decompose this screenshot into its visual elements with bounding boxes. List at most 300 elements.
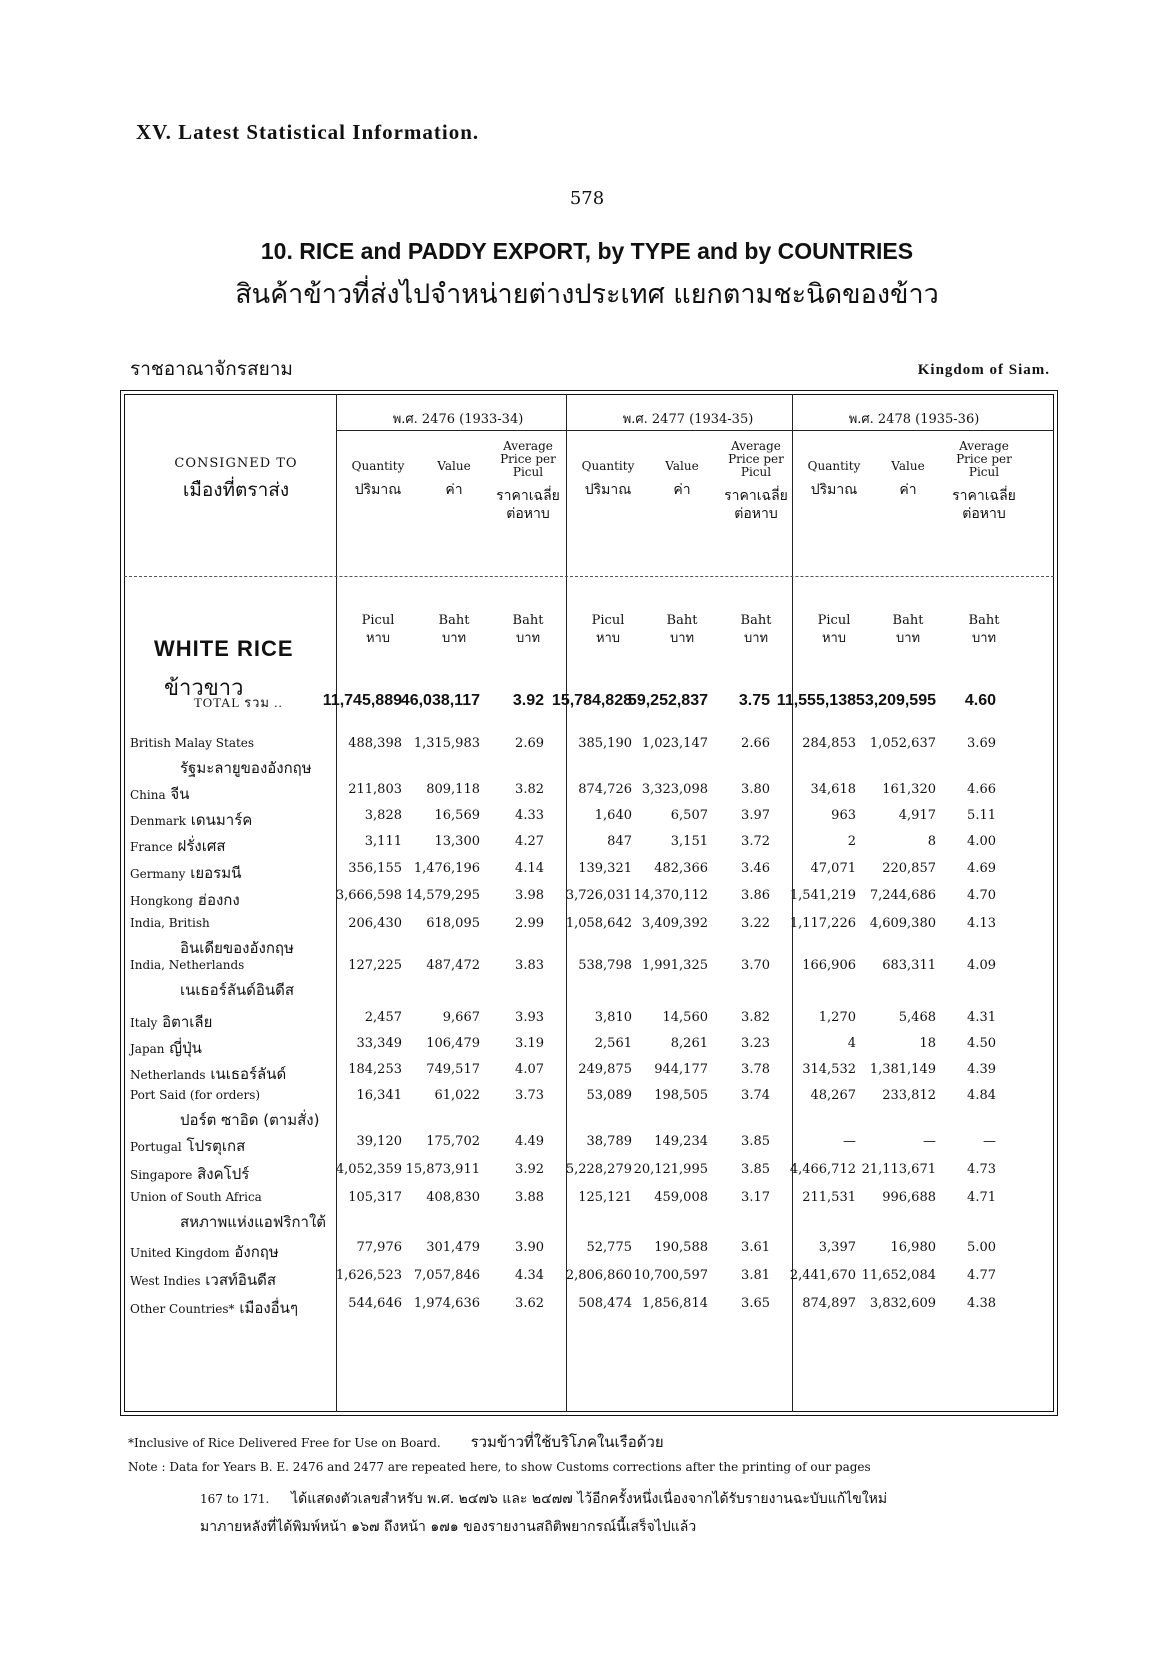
table-cell: 874,897 xyxy=(802,1296,856,1311)
table-cell: 184,253 xyxy=(348,1062,402,1077)
table-cell: 52,775 xyxy=(586,1240,632,1255)
country-name xyxy=(130,1268,276,1292)
country-name-thai: ฮ่องกง xyxy=(193,891,240,909)
country-name-thai: เดนมาร์ค xyxy=(186,811,253,829)
table-cell: 15,873,911 xyxy=(405,1162,480,1177)
table-cell: — xyxy=(843,1134,856,1149)
table-cell: 161,320 xyxy=(882,782,936,797)
table-cell: 8,261 xyxy=(670,1036,708,1051)
table-row xyxy=(124,736,1054,777)
table-cell: 14,370,112 xyxy=(633,888,708,903)
table-cell: 53,089 xyxy=(586,1088,632,1103)
table-cell: 21,113,671 xyxy=(861,1162,936,1177)
table-title-thai: สินค้าข้าวที่ส่งไปจำหน่ายต่างประเทศ แยกตามชะนิดของข้าว xyxy=(235,279,939,310)
table-cell: 1,117,226 xyxy=(789,916,856,931)
table-cell: 3,666,598 xyxy=(335,888,402,903)
value-header-thai: ค่า xyxy=(673,482,691,498)
kingdom-label-english: Kingdom of Siam. xyxy=(917,362,1050,378)
table-cell: 3.82 xyxy=(741,1010,770,1025)
country-name xyxy=(130,1062,286,1086)
table-cell: 385,190 xyxy=(578,736,632,751)
table-cell: 211,803 xyxy=(348,782,402,797)
country-name-thai: โปรตุเกส xyxy=(181,1137,246,1155)
unit-baht xyxy=(488,612,568,648)
table-row xyxy=(124,916,1054,957)
table-cell: 3,810 xyxy=(594,1010,632,1025)
table-cell: 4.38 xyxy=(967,1296,996,1311)
quantity-header-english: Quantity xyxy=(351,459,405,473)
consigned-to-thai: เมืองที่ตราส่ง xyxy=(182,479,290,501)
country-name-thai: ญี่ปุ่น xyxy=(164,1039,202,1057)
table-cell: 5,228,279 xyxy=(565,1162,632,1177)
country-name xyxy=(130,888,240,912)
unit-english: Baht xyxy=(666,613,698,628)
table-cell: 53,209,595 xyxy=(855,692,936,709)
table-cell: 314,532 xyxy=(802,1062,856,1077)
table-cell: 1,974,636 xyxy=(413,1296,480,1311)
table-cell: 3.90 xyxy=(515,1240,544,1255)
table-cell: 4,917 xyxy=(898,808,936,823)
table-cell: 4.71 xyxy=(967,1190,996,1205)
table-cell: 3.46 xyxy=(741,861,770,876)
table-title-english: 10. RICE and PADDY EXPORT, by TYPE and by COUNTRIES xyxy=(260,238,914,264)
country-name-english: Germany xyxy=(130,867,186,881)
table-cell: 20,121,995 xyxy=(633,1162,708,1177)
table-cell: 16,980 xyxy=(890,1240,936,1255)
table-cell: 5,468 xyxy=(898,1010,936,1025)
quantity-header-english: Quantity xyxy=(581,459,635,473)
table-cell: 3.17 xyxy=(741,1190,770,1205)
table-cell: 3.72 xyxy=(741,834,770,849)
country-name-thai: เยอรมนี xyxy=(185,864,242,882)
table-cell: 4.33 xyxy=(515,808,544,823)
unit-picul xyxy=(338,612,418,648)
table-cell: 1,270 xyxy=(818,1010,856,1025)
table-cell: 538,798 xyxy=(578,958,632,973)
table-cell: 4.50 xyxy=(967,1036,996,1051)
value-column-header xyxy=(642,460,722,499)
country-name-english: Union of South Africa xyxy=(130,1190,262,1204)
country-name-thai: สหภาพแห่งแอฟริกาใต้ xyxy=(180,1213,327,1231)
table-cell: 106,479 xyxy=(426,1036,480,1051)
table-cell: 59,252,837 xyxy=(627,692,708,709)
table-cell: 4.07 xyxy=(515,1062,544,1077)
table-cell: 3,828 xyxy=(364,808,402,823)
country-name-thai: อิตาเลีย xyxy=(157,1013,213,1031)
table-row xyxy=(124,1268,1054,1290)
table-cell: 175,702 xyxy=(426,1134,480,1149)
table-cell: 233,812 xyxy=(882,1088,936,1103)
unit-english: Baht xyxy=(438,613,470,628)
quantity-column-header xyxy=(568,460,648,499)
table-cell: 301,479 xyxy=(426,1240,480,1255)
country-name xyxy=(130,1296,298,1320)
avg-column-header xyxy=(944,440,1024,523)
table-cell: 749,517 xyxy=(426,1062,480,1077)
table-cell: 1,626,523 xyxy=(335,1268,402,1283)
table-cell: 3,323,098 xyxy=(641,782,708,797)
table-row xyxy=(124,1162,1054,1184)
table-cell: 4.39 xyxy=(967,1062,996,1077)
unit-baht xyxy=(414,612,494,648)
table-cell: 2,561 xyxy=(594,1036,632,1051)
table-cell: 39,120 xyxy=(356,1134,402,1149)
footnote xyxy=(128,1430,664,1454)
country-name-thai: เวสท์อินดีส xyxy=(200,1271,277,1289)
table-cell: 61,022 xyxy=(434,1088,480,1103)
footnote-thai: รวมข้าวที่ใช้บริโภคในเรือด้วย xyxy=(470,1433,664,1451)
table-cell: 6,507 xyxy=(670,808,708,823)
country-name xyxy=(130,1088,260,1102)
table-cell: 3.23 xyxy=(741,1036,770,1051)
table-cell: — xyxy=(983,1134,996,1149)
column-headers xyxy=(338,440,1058,580)
unit-baht xyxy=(944,612,1024,648)
note-line-2 xyxy=(200,1488,1080,1510)
table-cell: 7,057,846 xyxy=(413,1268,480,1283)
table-cell: 1,476,196 xyxy=(413,861,480,876)
country-name-thai: เนเธอร์ลันด์อินดีส xyxy=(180,981,295,999)
table-cell: 3,409,392 xyxy=(641,916,708,931)
table-cell: 1,381,149 xyxy=(869,1062,936,1077)
table-cell: 3.83 xyxy=(515,958,544,973)
table-cell: 459,008 xyxy=(654,1190,708,1205)
table-cell: 166,906 xyxy=(802,958,856,973)
country-name-english: Italy xyxy=(130,1016,158,1030)
unit-picul xyxy=(794,612,874,648)
kingdom-label-thai: ราชอาณาจักรสยาม xyxy=(130,358,293,380)
table-cell: 4.77 xyxy=(967,1268,996,1283)
table-row xyxy=(124,1010,1054,1032)
section-heading: XV. Latest Statistical Information. xyxy=(136,120,480,144)
table-cell: 1,856,814 xyxy=(641,1296,708,1311)
table-cell: 1,058,642 xyxy=(565,916,632,931)
country-name-thai: ปอร์ต ซาอิด (ตามสั่ง) xyxy=(180,1111,320,1129)
country-name xyxy=(130,1036,202,1060)
country-name-thai: จีน xyxy=(165,785,190,803)
country-name xyxy=(130,782,189,806)
table-cell: 3.85 xyxy=(741,1134,770,1149)
unit-thai: บาท xyxy=(971,631,997,646)
unit-thai: หาบ xyxy=(365,631,391,646)
table-cell: 2.69 xyxy=(515,736,544,751)
table-row xyxy=(124,861,1054,883)
table-cell: 1,052,637 xyxy=(869,736,936,751)
table-cell: 5.11 xyxy=(967,808,996,823)
quantity-header-thai: ปริมาณ xyxy=(354,482,402,498)
table-cell: 4.00 xyxy=(967,834,996,849)
country-name-english: Port Said (for orders) xyxy=(130,1088,261,1102)
table-cell: 4.27 xyxy=(515,834,544,849)
country-name-english: Portugal xyxy=(130,1140,182,1154)
country-name-thai: อังกฤษ xyxy=(229,1243,279,1261)
table-cell: 18 xyxy=(919,1036,936,1051)
table-cell: 4.13 xyxy=(967,916,996,931)
note-line-1: Note : Data for Years B. E. 2476 and 2477 are repeated here, to show Customs corrections after the printing of our pages xyxy=(128,1460,871,1474)
table-row xyxy=(124,782,1054,804)
country-name-english: United Kingdom xyxy=(130,1246,230,1260)
year-label: พ.ศ. 2476 (1933-34) xyxy=(392,412,524,427)
country-name-english: Denmark xyxy=(130,814,186,828)
table-cell: 488,398 xyxy=(348,736,402,751)
country-name xyxy=(130,1190,262,1204)
avg-header-thai: ราคาเฉลี่ยต่อหาบ xyxy=(952,488,1016,522)
avg-header-english: Average Price per Picul xyxy=(728,439,784,479)
table-cell: 482,366 xyxy=(654,861,708,876)
country-name xyxy=(130,736,254,750)
table-cell: 3.70 xyxy=(741,958,770,973)
value-header-english: Value xyxy=(665,459,699,473)
table-cell: 3.61 xyxy=(741,1240,770,1255)
table-cell: 190,588 xyxy=(654,1240,708,1255)
unit-row xyxy=(338,612,1058,652)
country-name-english: Japan xyxy=(130,1042,165,1056)
table-cell: 3.19 xyxy=(515,1036,544,1051)
table-cell: 4,052,359 xyxy=(335,1162,402,1177)
table-cell: 3.93 xyxy=(515,1010,544,1025)
country-name-english: British Malay States xyxy=(130,736,255,750)
table-cell: 127,225 xyxy=(348,958,402,973)
unit-english: Picul xyxy=(817,613,851,628)
note-line-3: มาภายหลังที่ได้พิมพ์หน้า ๑๖๗ ถึงหน้า ๑๗๑ ของรายงานสถิติพยากรณ์นี้เสร็จไปแล้ว xyxy=(200,1519,697,1535)
table-cell: 356,155 xyxy=(348,861,402,876)
table-cell: 13,300 xyxy=(434,834,480,849)
table-cell: 3.74 xyxy=(741,1088,770,1103)
table-cell: 3.88 xyxy=(515,1190,544,1205)
value-column-header xyxy=(414,460,494,499)
table-cell: 3,832,609 xyxy=(869,1296,936,1311)
table-cell: 487,472 xyxy=(426,958,480,973)
table-row xyxy=(124,1296,1054,1318)
footnote-english: *Inclusive of Rice Delivered Free for Use on Board. xyxy=(128,1436,441,1450)
table-cell: 38,789 xyxy=(586,1134,632,1149)
table-cell: 34,618 xyxy=(810,782,856,797)
table-cell: 11,745,889 xyxy=(322,692,402,709)
country-name xyxy=(130,1162,249,1186)
unit-baht xyxy=(716,612,796,648)
unit-picul xyxy=(568,612,648,648)
table-cell: 1,991,325 xyxy=(641,958,708,973)
table-cell: 847 xyxy=(607,834,632,849)
unit-thai: บาท xyxy=(669,631,695,646)
table-cell: 15,784,828 xyxy=(551,692,632,709)
table-cell: 2,441,670 xyxy=(789,1268,856,1283)
table-cell: 2,806,860 xyxy=(565,1268,632,1283)
table-cell: 14,579,295 xyxy=(405,888,480,903)
quantity-column-header xyxy=(338,460,418,499)
year-header-rule xyxy=(336,430,1054,431)
table-row xyxy=(124,1134,1054,1156)
table-cell: 149,234 xyxy=(654,1134,708,1149)
table-cell: 4,466,712 xyxy=(789,1162,856,1177)
unit-english: Baht xyxy=(968,613,1000,628)
table-cell: 3.92 xyxy=(515,1162,544,1177)
table-cell: 249,875 xyxy=(578,1062,632,1077)
table-cell: — xyxy=(923,1134,936,1149)
avg-header-thai: ราคาเฉลี่ยต่อหาบ xyxy=(724,488,788,522)
table-cell: 284,853 xyxy=(802,736,856,751)
table-cell: 3.75 xyxy=(738,692,770,709)
unit-thai: บาท xyxy=(895,631,921,646)
table-cell: 105,317 xyxy=(348,1190,402,1205)
table-cell: 3,397 xyxy=(818,1240,856,1255)
table-cell: 3.62 xyxy=(515,1296,544,1311)
value-header-thai: ค่า xyxy=(445,482,463,498)
table-cell: 1,541,219 xyxy=(789,888,856,903)
table-row xyxy=(124,834,1054,856)
table-cell: 3,151 xyxy=(670,834,708,849)
table-cell: 4.60 xyxy=(964,692,996,709)
note-line-2-thai: ได้แสดงตัวเลขสำหรับ พ.ศ. ๒๔๗๖ และ ๒๔๗๗ ไว้อีกครั้งหนึ่งเนื่องจากได้รับรายงานฉะบับแก้ไขใหม่ xyxy=(291,1491,888,1507)
year-header-row xyxy=(338,408,1058,428)
table-cell: 4,609,380 xyxy=(869,916,936,931)
table-cell: 2.99 xyxy=(515,916,544,931)
table-cell: 3.98 xyxy=(515,888,544,903)
note-line-2-english: 167 to 171. xyxy=(200,1492,270,1506)
table-cell: 4.84 xyxy=(967,1088,996,1103)
table-row xyxy=(124,1190,1054,1231)
table-cell: 4.66 xyxy=(967,782,996,797)
table-cell: 618,095 xyxy=(426,916,480,931)
table-cell: 3.81 xyxy=(741,1268,770,1283)
table-cell: 33,349 xyxy=(356,1036,402,1051)
country-name xyxy=(130,1240,279,1264)
quantity-header-english: Quantity xyxy=(807,459,861,473)
table-cell: 3.69 xyxy=(967,736,996,751)
table-cell: 198,505 xyxy=(654,1088,708,1103)
avg-header-thai: ราคาเฉลี่ยต่อหาบ xyxy=(496,488,560,522)
country-name-thai: สิงคโปร์ xyxy=(192,1165,250,1183)
country-name-thai: เนเธอร์ลันด์ xyxy=(205,1065,287,1083)
table-cell: 2.66 xyxy=(741,736,770,751)
country-name-english: Other Countries* xyxy=(130,1302,235,1316)
table-cell: 3.82 xyxy=(515,782,544,797)
table-cell: 5.00 xyxy=(967,1240,996,1255)
country-name-thai: รัฐมะลายูของอังกฤษ xyxy=(180,759,312,777)
table-cell: 3.92 xyxy=(512,692,544,709)
table-cell: 1,023,147 xyxy=(641,736,708,751)
section-label-thai: ข้าวขาว xyxy=(164,676,244,701)
consigned-to-english: CONSIGNED TO xyxy=(174,456,298,471)
table-cell: 14,560 xyxy=(662,1010,708,1025)
country-name-english: Hongkong xyxy=(130,894,194,908)
country-name xyxy=(130,1134,245,1158)
avg-header-english: Average Price per Picul xyxy=(956,439,1012,479)
total-label: TOTAL รวม .. xyxy=(194,695,283,710)
table-cell: 3.86 xyxy=(741,888,770,903)
table-cell: 220,857 xyxy=(882,861,936,876)
table-cell: 408,830 xyxy=(426,1190,480,1205)
table-cell: 16,569 xyxy=(434,808,480,823)
table-cell: 4.34 xyxy=(515,1268,544,1283)
year-label: พ.ศ. 2478 (1935-36) xyxy=(848,412,980,427)
unit-english: Baht xyxy=(892,613,924,628)
table-cell: 874,726 xyxy=(578,782,632,797)
table-cell: 996,688 xyxy=(882,1190,936,1205)
table-cell: 3.78 xyxy=(741,1062,770,1077)
table-row xyxy=(124,888,1054,910)
table-cell: 139,321 xyxy=(578,861,632,876)
unit-thai: บาท xyxy=(743,631,769,646)
year-label: พ.ศ. 2477 (1934-35) xyxy=(622,412,754,427)
country-name xyxy=(130,861,241,885)
table-cell: 3.22 xyxy=(741,916,770,931)
table-cell: 47,071 xyxy=(810,861,856,876)
page-number: 578 xyxy=(569,188,605,209)
quantity-header-thai: ปริมาณ xyxy=(810,482,858,498)
country-name-english: West Indies xyxy=(130,1274,201,1288)
unit-english: Baht xyxy=(512,613,544,628)
consigned-to-header xyxy=(136,456,336,505)
country-name xyxy=(130,834,226,858)
table-cell: 3.73 xyxy=(515,1088,544,1103)
table-cell: 211,531 xyxy=(802,1190,856,1205)
table-cell: 4.69 xyxy=(967,861,996,876)
country-name xyxy=(130,808,252,832)
total-row xyxy=(124,692,1054,714)
table-cell: 3,111 xyxy=(364,834,402,849)
country-name-english: Singapore xyxy=(130,1168,193,1182)
country-name xyxy=(130,916,210,930)
unit-baht xyxy=(642,612,722,648)
unit-english: Picul xyxy=(361,613,395,628)
table-cell: 3.65 xyxy=(741,1296,770,1311)
table-row xyxy=(124,1088,1054,1129)
country-name-english: India, British xyxy=(130,916,210,930)
table-cell: 10,700,597 xyxy=(633,1268,708,1283)
table-cell: 4.73 xyxy=(967,1162,996,1177)
unit-english: Picul xyxy=(591,613,625,628)
table-cell: 125,121 xyxy=(578,1190,632,1205)
avg-column-header xyxy=(488,440,568,523)
table-row xyxy=(124,1240,1054,1262)
unit-thai: บาท xyxy=(515,631,541,646)
unit-thai: หาบ xyxy=(821,631,847,646)
table-cell: 4.09 xyxy=(967,958,996,973)
table-cell: 9,667 xyxy=(442,1010,480,1025)
table-cell: 8 xyxy=(927,834,936,849)
table-cell: 206,430 xyxy=(348,916,402,931)
table-cell: 2 xyxy=(847,834,856,849)
table-cell: 3,726,031 xyxy=(565,888,632,903)
table-cell: 3.80 xyxy=(741,782,770,797)
table-cell: 48,267 xyxy=(810,1088,856,1103)
table-cell: 4.49 xyxy=(515,1134,544,1149)
quantity-header-thai: ปริมาณ xyxy=(584,482,632,498)
table-cell: 2,457 xyxy=(364,1010,402,1025)
table-cell: 4 xyxy=(847,1036,856,1051)
country-name xyxy=(130,1010,212,1034)
value-header-thai: ค่า xyxy=(899,482,917,498)
country-name-thai: เมืองอื่นๆ xyxy=(234,1299,298,1317)
country-name xyxy=(130,958,244,972)
table-cell: 4.14 xyxy=(515,861,544,876)
table-row xyxy=(124,808,1054,830)
table-cell: 11,555,138 xyxy=(776,692,856,709)
unit-thai: บาท xyxy=(441,631,467,646)
country-name-thai: อินเดียของอังกฤษ xyxy=(180,939,294,957)
table-cell: 944,177 xyxy=(654,1062,708,1077)
table-cell: 16,341 xyxy=(356,1088,402,1103)
country-name-thai: ฝรั่งเศส xyxy=(172,837,226,855)
unit-baht xyxy=(868,612,948,648)
table-cell: 3.97 xyxy=(741,808,770,823)
table-cell: 809,118 xyxy=(426,782,480,797)
table-row xyxy=(124,958,1054,999)
unit-thai: หาบ xyxy=(595,631,621,646)
table-cell: 77,976 xyxy=(356,1240,402,1255)
table-cell: 508,474 xyxy=(578,1296,632,1311)
